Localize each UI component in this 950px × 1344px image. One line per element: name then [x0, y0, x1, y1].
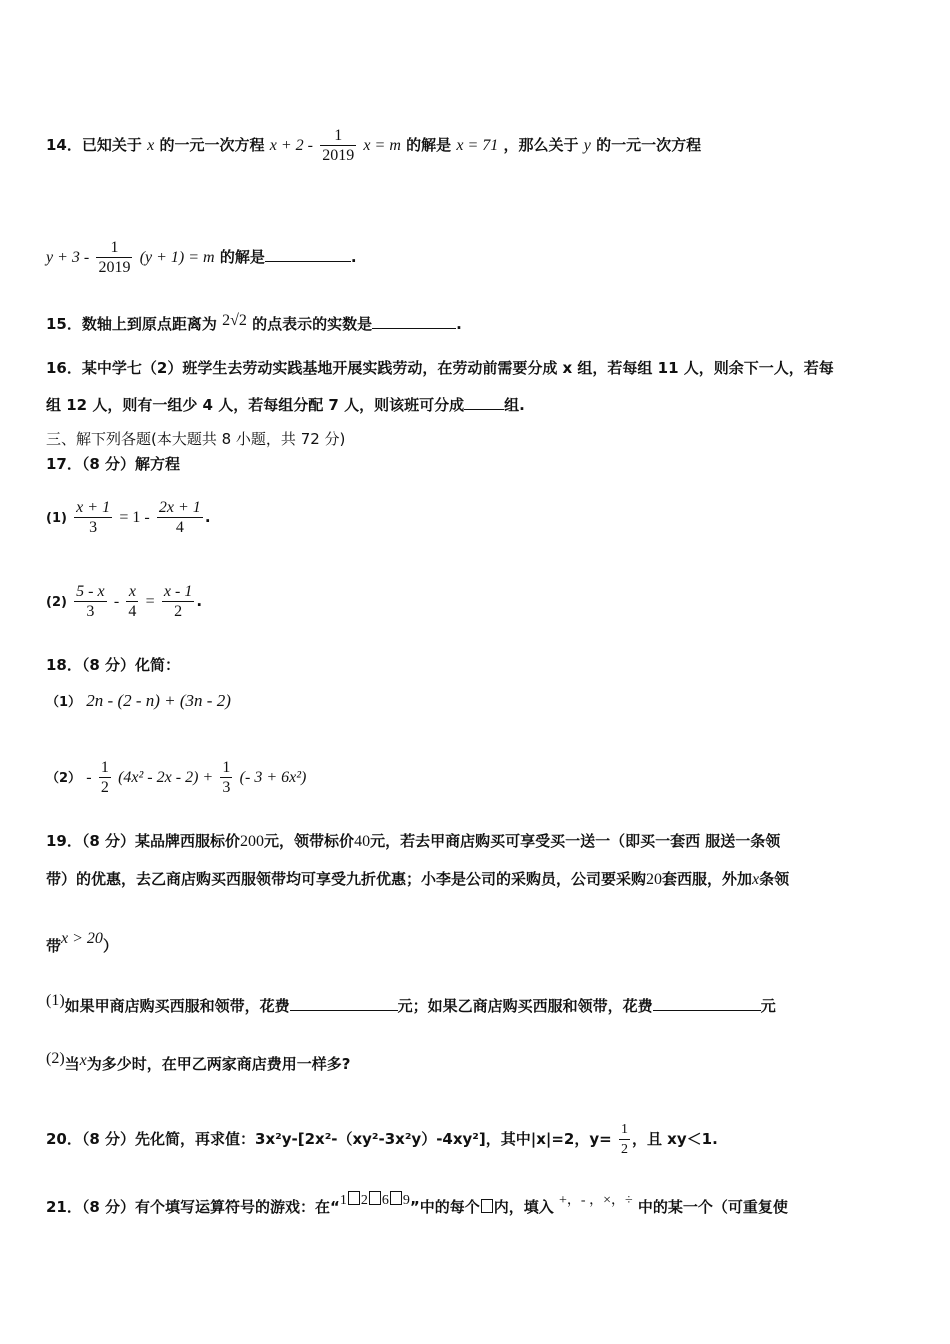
- q18-p2-end: (- 3 + 6x²): [239, 769, 307, 786]
- part-label: （2）: [46, 771, 82, 786]
- q20-text: （8 分）先化简，再求值：3x²y-[2x²-（xy²-3x²y）-4xy²]，其中|x|=2，y=: [81, 1130, 612, 1148]
- q19-text: 带）的优惠，去乙商店购买西服领带均可享受九折优惠；小李是公司的采购员，公司要采购: [46, 870, 647, 888]
- q18-p2-mid: (4x² - 2x - 2) +: [118, 769, 214, 786]
- q19-condition: x > 20: [61, 930, 103, 947]
- q14-text: 的解是: [406, 136, 452, 154]
- q17-p2-minus: -: [113, 593, 120, 610]
- digit: 9: [402, 1193, 410, 1208]
- q19-var-x: x: [752, 871, 760, 888]
- q14-solution: x = 71: [456, 137, 499, 154]
- q15-label: 15．: [46, 315, 82, 333]
- q17-p1-end: .: [204, 508, 211, 526]
- q21-line: [46, 1190, 788, 1218]
- part-label: （1）: [46, 695, 82, 710]
- q14-text: 的解是: [219, 248, 265, 266]
- fraction-numerator: 1: [619, 1120, 630, 1140]
- fraction-numerator: 5 - x: [76, 583, 105, 600]
- q21-digit-expression: [340, 1193, 410, 1208]
- q21-text: （8 分）有个填写运算符号的游戏：在“: [81, 1198, 340, 1216]
- fraction-denominator: 4: [175, 519, 184, 536]
- fraction-numerator: x: [126, 582, 138, 602]
- q21-operators: +，- ，×，÷: [559, 1193, 633, 1208]
- q14-line2: [46, 238, 357, 277]
- part-label: (2): [46, 595, 67, 610]
- part-label: (2): [46, 1050, 65, 1067]
- q16-text: 某中学七（2）班学生去劳动实践基地开展实践劳动，在劳动前需要分成 x 组，若每组 11 人，则余下一人，若每: [81, 359, 834, 377]
- answer-blank[interactable]: [653, 996, 761, 1011]
- fraction-numerator: 2x + 1: [158, 499, 201, 516]
- q14-text: 的一元一次方程: [596, 136, 702, 154]
- part-label: (1): [46, 511, 67, 526]
- operator-box[interactable]: [390, 1191, 402, 1205]
- fraction-numerator: x - 1: [163, 583, 193, 600]
- fraction-denominator: 2019: [98, 259, 131, 276]
- q14-var-x: x: [147, 137, 155, 154]
- q16-label: 16．: [46, 359, 82, 377]
- q20-label: 20．: [46, 1130, 82, 1148]
- answer-blank[interactable]: [372, 314, 456, 329]
- q19-text: （8 分）某品牌西服标价: [81, 832, 241, 850]
- q19-text: 元: [760, 997, 776, 1015]
- q17-p2-frac1: [74, 582, 106, 621]
- fraction-denominator: 3: [86, 603, 95, 620]
- q18-p2-frac2: [220, 758, 232, 797]
- operator-box[interactable]: [348, 1191, 360, 1205]
- q17-p2-eq: =: [145, 593, 155, 610]
- fraction-denominator: 2: [620, 1142, 628, 1157]
- fraction-numerator: 1: [96, 238, 132, 258]
- q21-label: 21．: [46, 1198, 82, 1216]
- fraction-numerator: x + 1: [76, 499, 111, 516]
- q20-line: [46, 1120, 718, 1159]
- q19-text: 元；如果乙商店购买西服和领带，花费: [397, 997, 653, 1015]
- fraction-numerator: 1: [222, 759, 231, 776]
- fraction-denominator: 3: [222, 779, 231, 796]
- q19-label: 19．: [46, 832, 82, 850]
- q20-fraction: [619, 1120, 630, 1159]
- q18-p1-expr: 2n - (2 - n) + (3n - 2): [86, 691, 231, 710]
- q19-line1: [46, 830, 780, 853]
- q20-text: ，且 xy＜1.: [631, 1130, 718, 1148]
- fraction-denominator: 3: [89, 519, 98, 536]
- q16-text: 组 12 人，则有一组少 4 人，若每组分配 7 人，则该班可分成: [46, 396, 465, 414]
- fraction-denominator: 4: [128, 603, 137, 620]
- box-symbol: [481, 1199, 493, 1213]
- operator-box[interactable]: [369, 1191, 381, 1205]
- q16-line2: [46, 394, 525, 416]
- q14-eq2-rhs: (y + 1) = m: [139, 249, 215, 266]
- fraction-denominator: 2019: [322, 147, 355, 164]
- q19-line3: [46, 928, 118, 957]
- q19-text: 如果甲商店购买西服和领带，花费: [64, 997, 290, 1015]
- digit: 6: [381, 1193, 389, 1208]
- q14-line1: [46, 126, 701, 165]
- q14-eq2-fraction: [96, 238, 132, 277]
- q21-text: 中的某一个（可重复使: [637, 1198, 788, 1216]
- q16-text: 组.: [504, 396, 525, 414]
- answer-blank[interactable]: [265, 247, 351, 262]
- q19-var-x: x: [79, 1052, 87, 1069]
- q19-text: 条领: [759, 870, 790, 888]
- q17-part1: [46, 498, 211, 537]
- digit: 2: [360, 1193, 368, 1208]
- q19-n20: 20: [646, 871, 663, 888]
- q19-text: 元，若去甲商店购买可享受买一送一（即买一套西 服送一条领: [370, 832, 781, 850]
- q17-p1-frac2: [157, 498, 203, 537]
- q17-heading: [46, 453, 180, 475]
- q14-eq2-lhs: y + 3 -: [46, 249, 90, 266]
- q17-p2-frac2: [126, 582, 138, 621]
- q17-p2-end: .: [196, 592, 203, 610]
- q17-part2: [46, 582, 202, 621]
- fraction-denominator: 2: [174, 603, 183, 620]
- fraction-numerator: 1: [320, 126, 356, 146]
- q16-line1: [46, 357, 834, 379]
- answer-blank[interactable]: [290, 996, 398, 1011]
- q19-text: 带: [46, 937, 62, 955]
- fraction-numerator: 1: [100, 759, 109, 776]
- q19-line2: [46, 868, 789, 891]
- q19-price2: 40: [354, 833, 371, 850]
- q18-p2-pre: -: [86, 769, 92, 786]
- q14-end: .: [350, 248, 357, 266]
- digit: 1: [339, 1193, 347, 1208]
- q15-line: [46, 310, 462, 335]
- q19-text: 当: [64, 1055, 80, 1073]
- q17-p1-frac1: [74, 498, 112, 537]
- q17-label: 17．: [46, 455, 82, 473]
- q14-label: 14．: [46, 136, 82, 154]
- q17-p1-mid: = 1 -: [119, 509, 150, 526]
- q19-price1: 200: [240, 833, 265, 850]
- q15-text: 数轴上到原点距离为: [81, 315, 217, 333]
- q14-equation-lhs: x + 2 -: [269, 137, 313, 154]
- q21-text: 内，填入: [493, 1198, 554, 1216]
- fraction-denominator: 2: [100, 779, 109, 796]
- q14-text: 已知关于: [81, 136, 142, 154]
- q19-part2: [46, 1048, 350, 1075]
- q17-p2-frac3: [162, 582, 194, 621]
- section-title: 三、解下列各题(本大题共 8 小题，共 72 分): [46, 430, 346, 448]
- q15-end: .: [456, 315, 462, 333]
- q18-part1: [46, 690, 231, 714]
- answer-blank[interactable]: [464, 395, 504, 410]
- q19-text: 元，领带标价: [264, 832, 355, 850]
- q14-equation-rhs: x = m: [363, 137, 401, 154]
- q14-text: ，那么关于: [503, 136, 579, 154]
- q18-head: （8 分）化简：: [81, 656, 181, 674]
- q18-heading: [46, 654, 180, 676]
- q17-head: （8 分）解方程: [81, 455, 181, 473]
- q19-text: 为多少时，在甲乙两家商店费用一样多?: [86, 1055, 351, 1073]
- part-label: (1): [46, 992, 65, 1009]
- q18-p2-frac1: [99, 758, 111, 797]
- q18-label: 18．: [46, 656, 82, 674]
- q14-text: 的一元一次方程: [159, 136, 265, 154]
- q19-text: 套西服，外加: [662, 870, 753, 888]
- q19-text: ）: [102, 937, 118, 955]
- q15-text: 的点表示的实数是: [252, 315, 373, 333]
- q15-value: 2√2: [222, 312, 247, 329]
- q18-part2: [46, 758, 306, 797]
- q14-fraction: [320, 126, 356, 165]
- q19-part1: [46, 990, 776, 1017]
- q21-text: ”中的每个: [409, 1198, 480, 1216]
- q14-var-y: y: [583, 137, 591, 154]
